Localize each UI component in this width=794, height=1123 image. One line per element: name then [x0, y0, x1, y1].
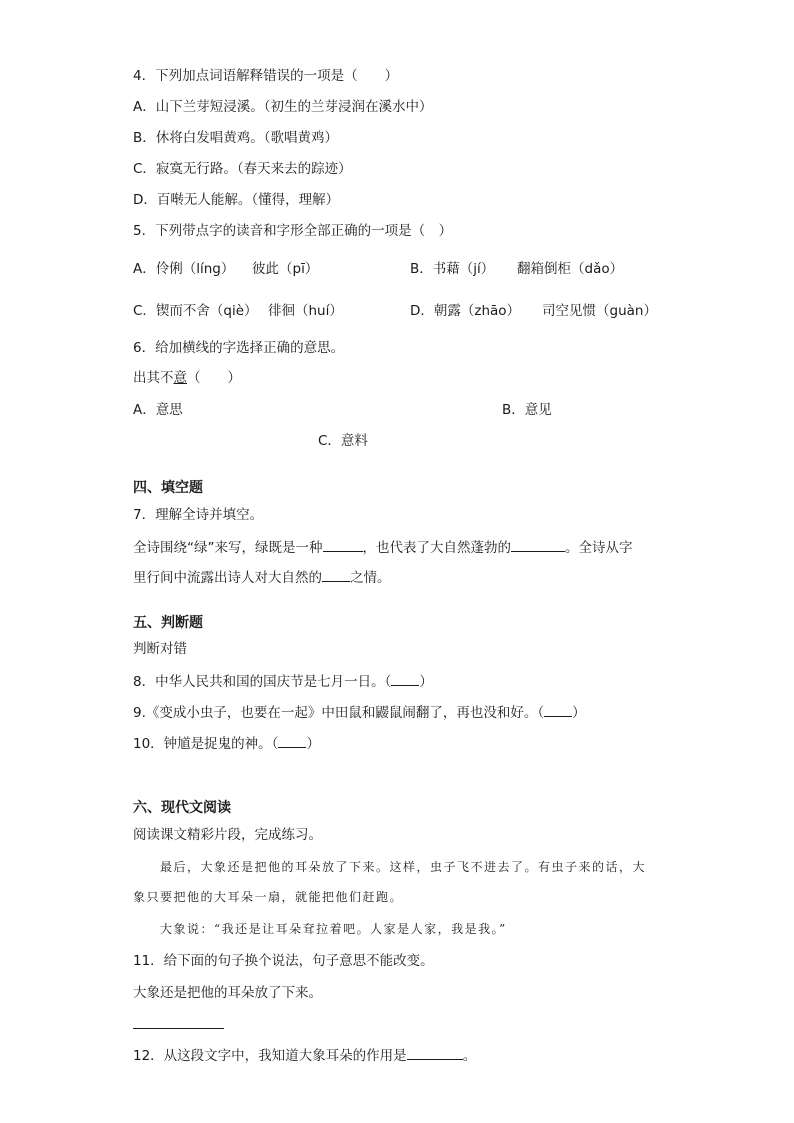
q6-word	[133, 369, 241, 387]
q9-text: 9.《变成小虫子，也要在一起》中田鼠和鼹鼠闹翻了，再也没和好。（	[133, 705, 545, 721]
section-4-title: 四、填空题	[133, 480, 203, 496]
q7-text-2: ，也代表了大自然蓬勃的	[362, 540, 511, 556]
section-6-instruction: 阅读课文精彩片段，完成练习。	[133, 827, 322, 843]
q4-option-a: A．山下兰芽短浸溪。（初生的兰芽浸润在溪水中）	[133, 99, 433, 115]
q4-stem: 4．下列加点词语解释错误的一项是（ ）	[133, 68, 399, 84]
reading-passage-line-3: 大象说：“我还是让耳朵耷拉着吧。人家是人家，我是我。”	[160, 922, 507, 936]
q5-option-d-1: D．朝露（zhāo）	[410, 303, 521, 319]
section-5-instruction: 判断对错	[133, 641, 187, 657]
q5-option-a-1: A．伶俐（líng）	[133, 261, 235, 277]
q6-word-post: （ ）	[187, 370, 241, 386]
q7-blank-1[interactable]	[323, 537, 363, 552]
q6-option-c: C．意料	[318, 433, 368, 449]
q7-line-2	[133, 567, 391, 587]
q6-option-a: A．意思	[133, 402, 183, 418]
q10-close: ）	[306, 736, 320, 752]
reading-passage-line-2: 象只要把他的大耳朵一扇，就能把他们赶跑。	[133, 890, 404, 904]
q9	[133, 702, 586, 722]
q10-blank[interactable]	[278, 733, 306, 748]
q4-option-b: B．休将白发唱黄鸡。（歌唱黄鸡）	[133, 130, 339, 146]
q5-option-c-2: 徘徊（huí）	[268, 303, 343, 319]
q7-stem: 7．理解全诗并填空。	[133, 507, 264, 523]
q5-stem: 5．下列带点字的读音和字形全部正确的一项是（ ）	[133, 223, 453, 239]
q6-stem: 6．给加横线的字选择正确的意思。	[133, 340, 345, 356]
q9-blank[interactable]	[544, 702, 572, 717]
q12-close: 。	[462, 1048, 477, 1064]
q10-text: 10．钟馗是捉鬼的神。（	[133, 736, 279, 752]
q12-text: 12．从这段文字中，我知道大象耳朵的作用是	[133, 1048, 407, 1064]
q7-blank-3[interactable]	[322, 567, 350, 582]
q5-option-a-2: 彼此（pī）	[252, 261, 319, 277]
q11-answer-line[interactable]	[133, 1028, 224, 1029]
q7-text-3: 。全诗从字	[565, 540, 633, 556]
q4-option-d: D．百啭无人能解。（懂得，理解）	[133, 192, 340, 208]
q11-sentence: 大象还是把他的耳朵放了下来。	[133, 985, 322, 1001]
q6-word-pre: 出其不	[133, 370, 174, 386]
q8-close: ）	[419, 674, 433, 690]
q12-blank[interactable]	[407, 1045, 463, 1060]
reading-passage-line-1: 最后，大象还是把他的耳朵放了下来。这样，虫子飞不进去了。有虫子来的话，大	[160, 860, 647, 874]
q5-option-d-2: 司空见惯（guàn）	[542, 303, 657, 319]
q9-close: ）	[572, 705, 586, 721]
q7-text-4: 里行间中流露出诗人对大自然的	[133, 570, 322, 586]
q10	[133, 733, 320, 753]
q11-stem: 11．给下面的句子换个说法，句子意思不能改变。	[133, 953, 434, 969]
q7-blank-2[interactable]	[511, 537, 565, 552]
q4-option-c: C．寂寞无行路。（春天来去的踪迹）	[133, 161, 352, 177]
q12	[133, 1045, 476, 1065]
q5-option-c-1: C．锲而不舍（qiè）	[133, 303, 258, 319]
q6-option-b: B．意见	[502, 402, 552, 418]
q5-option-b-2: 翻箱倒柜（dǎo）	[517, 261, 624, 277]
q7-line-1	[133, 537, 633, 557]
section-5-title: 五、判断题	[133, 615, 203, 631]
q6-word-underlined: 意	[173, 370, 187, 386]
q8-blank[interactable]	[391, 671, 419, 686]
q8-text: 8．中华人民共和国的国庆节是七月一日。（	[133, 674, 392, 690]
section-6-title: 六、现代文阅读	[133, 800, 231, 816]
q8	[133, 671, 433, 691]
q5-option-b-1: B．书藉（jí）	[410, 261, 495, 277]
q7-text-1: 全诗围绕“绿”来写，绿既是一种	[133, 540, 323, 556]
q7-text-5: 之情。	[350, 570, 391, 586]
